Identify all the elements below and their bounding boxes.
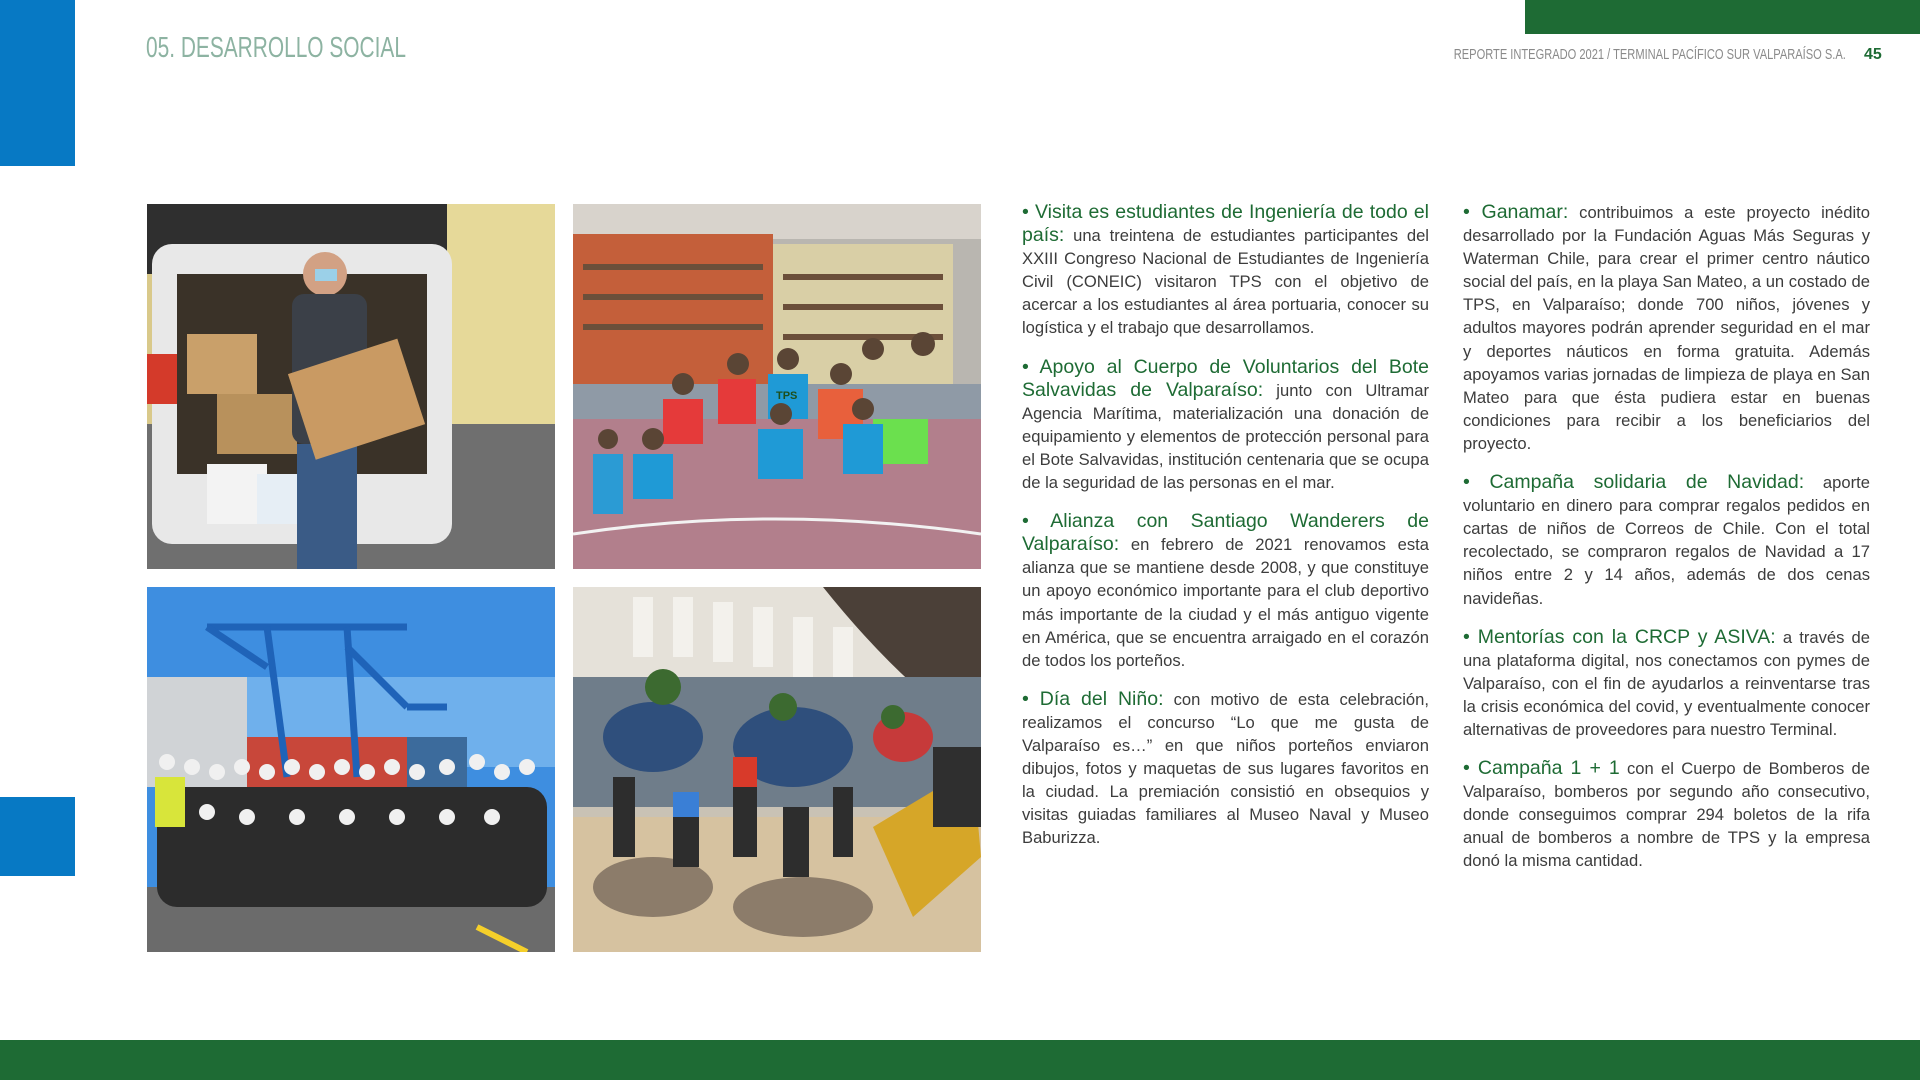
students-port-visit-photo (147, 587, 555, 952)
children-tps-shirts-photo (573, 204, 981, 569)
item-santiago-wanderers: • Alianza con Santiago Wanderers de Valparaíso: en febrero de 2021 renovamos esta alianza que se mantiene desde 2008, y que constituye un apoyo económico importante para el club deportivo más importante de la ciudad y el más antiguo vigente en América, que se encuentra arraigado en el corazón de todos los porteños. (1022, 510, 1429, 670)
item-bote-salvavidas: • Apoyo al Cuerpo de Voluntarios del Bote Salvavidas de Valparaíso: junto con Ultramar Agencia Marítima, materialización una donación de equipamiento y elementos de protección personal para el Bote Salvavidas, institución centenaria que se ocupa de la seguridad de las personas en el mar. (1022, 355, 1429, 493)
report-title: REPORTE INTEGRADO 2021 / TERMINAL PACÍFICO SUR VALPARAÍSO S.A. (1453, 46, 1846, 63)
blue-accent-bar-top (0, 0, 75, 166)
item-dia-del-nino: • Día del Niño: con motivo de esta celebración, realizamos el concurso “Lo que me gusta de Valparaíso es…” en que niños porteños enviaron dibujos, fotos y maquetas de sus lugares favoritos en la ciudad. La premiación consistió en obsequios y visitas guiadas familiares al Museo Naval y Museo Baburizza. (1022, 687, 1429, 848)
green-footer-bar (0, 1040, 1920, 1080)
volunteer-loading-van-photo (147, 204, 555, 569)
beach-cleanup-photo (573, 587, 981, 952)
item-ganamar: • Ganamar: contribuimos a este proyecto inédito desarrollado por la Fundación Aguas Más Seguras y Waterman Chile, para crear el primer centro náutico social del país, en la playa San Mateo, a un costado de TPS, en Valparaíso; donde 700 niños, jóvenes y adultos mayores podrán aprender seguridad en el mar y deportes náuticos en forma gratuita. Además apoyamos varias jornadas de limpieza de playa en San Mateo para que ésta pudiera estar en buenas condiciones para recibir a los beneficiarios del proyecto. (1463, 201, 1870, 453)
page-number: 45 (1864, 46, 1882, 63)
tps-shirt-text: TPS (776, 390, 798, 402)
text-column-right (1463, 201, 1870, 889)
blue-accent-bar-middle (0, 797, 75, 876)
item-mentorias: • Mentorías con la CRCP y ASIVA: a través de una plataforma digital, nos conectamos con pymes de Valparaíso, con el fin de ayudarlos a reinventarse tras la crisis económica del covid, y eventualmente conocer alternativas de proveedores para nuestro Terminal. (1463, 625, 1870, 739)
section-title: 05. DESARROLLO SOCIAL (146, 32, 406, 64)
item-visita-estudiantes: • Visita es estudiantes de Ingeniería de todo el país: una treintena de estudiantes participantes del XXIII Congreso Nacional de Estudiantes de Ingeniería Civil (CONEIC) visitaron TPS con el objetivo de acercar a los estudiantes al área portuaria, conocer su logística y el trabajo que desarrollamos. (1022, 201, 1429, 338)
text-column-left (1022, 201, 1429, 865)
item-campana-1-mas-1: • Campaña 1 + 1 con el Cuerpo de Bomberos de Valparaíso, bomberos por segundo año consecutivo, donde conseguimos comprar 294 boletos de la rifa anual de bomberos a nombre de TPS y la empresa donó la misma cantidad. (1463, 757, 1870, 871)
green-accent-bar-top (1525, 0, 1920, 34)
item-campana-navidad: • Campaña solidaria de Navidad: aporte voluntario en dinero para comprar regalos pedidos en cartas de niños de Correos de Chile. Con el total recolectado, se compraron regalos de Navidad a 17 niños entre 2 y 14 años, además de dos cenas navideñas. (1463, 471, 1870, 608)
